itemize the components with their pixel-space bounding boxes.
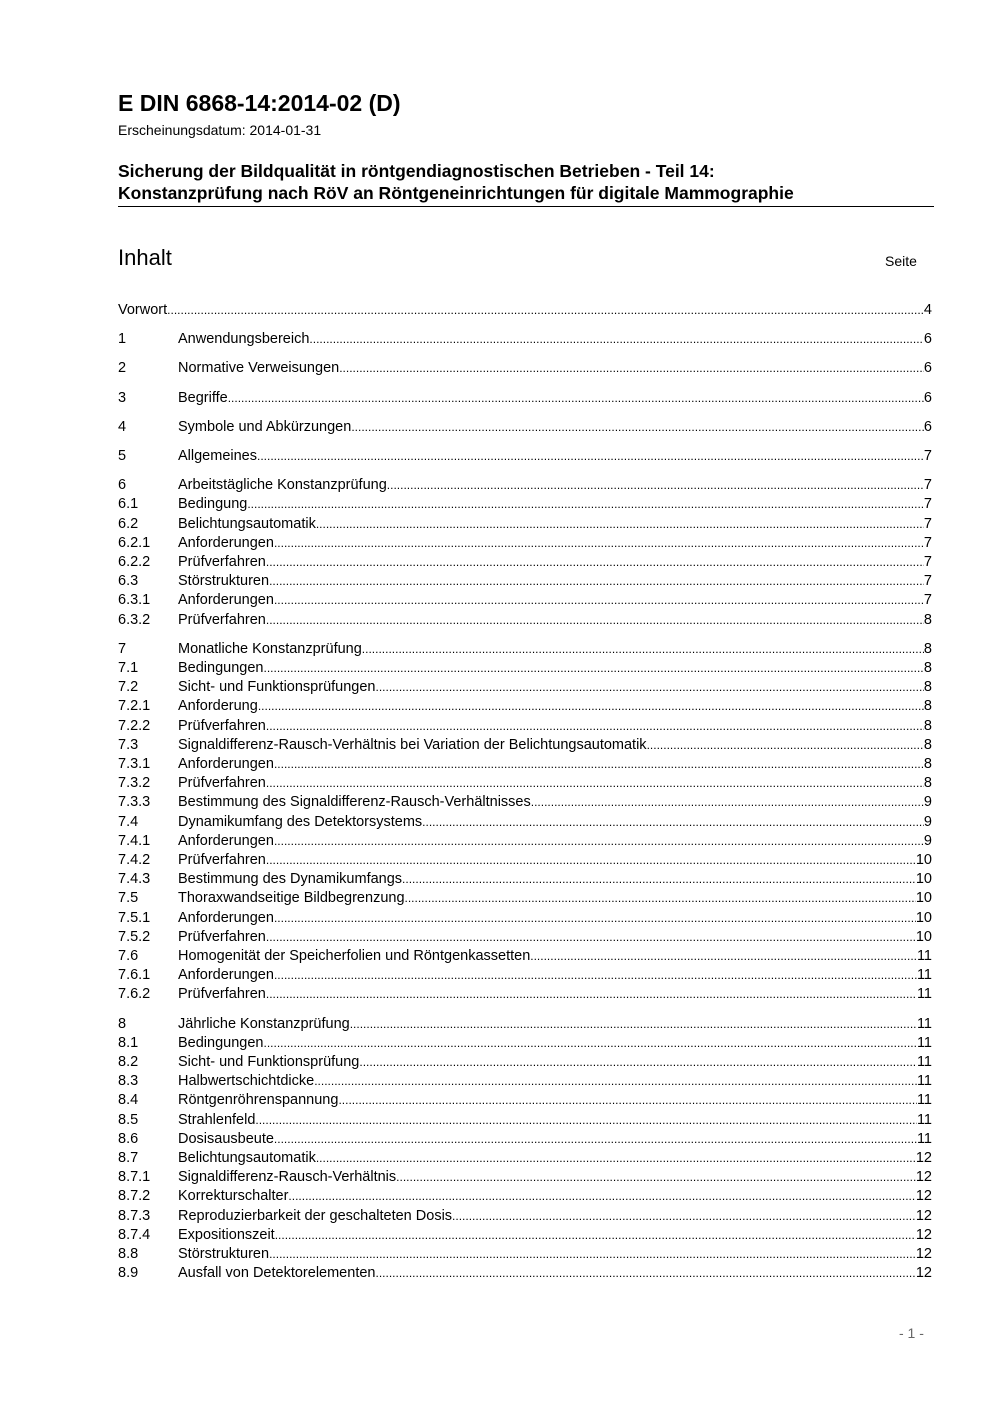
toc-entry-number: 1 [118, 331, 127, 347]
toc-entry-title: Vorwort [118, 302, 168, 318]
toc-entry-page: 8 [923, 612, 932, 628]
toc-dot-leader [258, 697, 924, 716]
toc-entry-title: Dynamikumfang des Detektorsystems [178, 814, 423, 830]
toc-dot-leader [274, 909, 916, 928]
toc-entry-title: Bedingungen [178, 1035, 264, 1051]
toc-entry-title: Korrekturschalter [178, 1188, 289, 1204]
toc-entry-number: 7.4 [118, 814, 139, 830]
toc-entry-body [178, 572, 932, 591]
toc-entry-number: 8 [118, 1016, 127, 1032]
toc-entry-number: 7.2.2 [118, 718, 151, 734]
toc-entry[interactable] [118, 330, 932, 349]
toc-entry[interactable] [118, 851, 932, 870]
toc-entry-title: Allgemeines [178, 448, 257, 464]
toc-entry[interactable] [118, 774, 932, 793]
toc-entry-page: 7 [923, 477, 932, 493]
toc-entry-page: 11 [916, 1112, 932, 1128]
toc-entry-page: 12 [915, 1227, 932, 1243]
toc-entry-number: 8.7.1 [118, 1169, 151, 1185]
toc-entry-title: Anforderungen [178, 910, 274, 926]
toc-entry-body [178, 1111, 932, 1130]
toc-entry[interactable] [118, 832, 932, 851]
toc-entry-number: 7.4.2 [118, 852, 151, 868]
toc-dot-leader [266, 774, 924, 793]
toc-entry-title: Prüfverfahren [178, 775, 266, 791]
toc-dot-leader [339, 359, 924, 378]
toc-entry-page: 11 [916, 948, 932, 964]
toc-entry-page: 6 [923, 360, 932, 376]
toc-entry-number: 8.4 [118, 1092, 139, 1108]
toc-entry[interactable] [118, 301, 932, 320]
toc-dot-leader [263, 1034, 916, 1053]
toc-dot-leader [405, 889, 916, 908]
toc-entry-number: 5 [118, 448, 127, 464]
toc-dot-leader [274, 832, 924, 851]
toc-entry[interactable] [118, 870, 932, 889]
toc-entry-page: 12 [915, 1169, 932, 1185]
toc-dot-leader [266, 851, 916, 870]
toc-entry-body [178, 1072, 932, 1091]
toc-entry-body [178, 813, 932, 832]
toc-dot-leader [338, 1091, 917, 1110]
toc-dot-leader [266, 553, 924, 572]
toc-entry-page: 12 [915, 1150, 932, 1166]
toc-dot-leader [402, 870, 916, 889]
toc-entry-page: 8 [923, 756, 932, 772]
toc-entry-page: 7 [923, 592, 932, 608]
toc-dot-leader [375, 1264, 915, 1283]
toc-dot-leader [309, 330, 924, 349]
toc-dot-leader [247, 495, 924, 514]
toc-entry-title: Anforderung [178, 698, 258, 714]
toc-entry-number: 7.3.1 [118, 756, 151, 772]
toc-entry-body [178, 889, 932, 908]
toc-dot-leader [228, 389, 924, 408]
toc-dot-leader [266, 985, 917, 1004]
toc-dot-leader [275, 1226, 916, 1245]
toc-entry-number: 6 [118, 477, 127, 493]
toc-entry[interactable] [118, 793, 932, 812]
toc-entry-body [178, 534, 932, 553]
toc-entry-page: 8 [923, 718, 932, 734]
toc-entry-body [178, 553, 932, 572]
toc-entry[interactable] [118, 1130, 932, 1149]
toc-entry-body [178, 870, 932, 889]
toc-entry-page: 8 [923, 641, 932, 657]
toc-entry-page: 11 [916, 967, 932, 983]
page-number: - 1 - [899, 1325, 924, 1341]
toc-dot-leader [269, 1245, 916, 1264]
toc-entry[interactable] [118, 889, 932, 908]
toc-entry-body [178, 909, 932, 928]
toc-dot-leader [288, 1187, 915, 1206]
toc-dot-leader [314, 1072, 917, 1091]
toc-entry[interactable] [118, 928, 932, 947]
document-title: E DIN 6868-14:2014-02 (D) [118, 90, 401, 116]
toc-entry-body [178, 1034, 932, 1053]
toc-entry-title: Bedingung [178, 496, 248, 512]
toc-entry-page: 10 [915, 910, 932, 926]
toc-entry-number: 6.2.1 [118, 535, 151, 551]
toc-entry-title: Röntgenröhrenspannung [178, 1092, 339, 1108]
toc-entry-title: Prüfverfahren [178, 929, 266, 945]
toc-entry-body [178, 678, 932, 697]
toc-entry-title: Anforderungen [178, 756, 274, 772]
toc-entry-number: 8.9 [118, 1265, 139, 1281]
toc-dot-leader [167, 301, 924, 320]
toc-entry-number: 6.3.1 [118, 592, 151, 608]
toc-dot-leader [266, 717, 924, 736]
toc-entry-title: Homogenität der Speicherfolien und Röntgenkassetten [178, 948, 531, 964]
toc-entry-body [178, 851, 932, 870]
toc-entry-title: Arbeitstägliche Konstanzprüfung [178, 477, 387, 493]
toc-entry-body [178, 659, 932, 678]
toc-entry-body [178, 1226, 932, 1245]
toc-entry[interactable] [118, 717, 932, 736]
toc-entry[interactable] [118, 1053, 932, 1072]
toc-dot-leader [274, 534, 924, 553]
toc-entry[interactable] [118, 966, 932, 985]
toc-entry-page: 11 [916, 1035, 932, 1051]
toc-dot-leader [422, 813, 924, 832]
toc-entry[interactable] [118, 1015, 932, 1034]
toc-entry-number: 7.6.1 [118, 967, 151, 983]
toc-entry-number: 8.3 [118, 1073, 139, 1089]
toc-entry-title: Anwendungsbereich [178, 331, 310, 347]
toc-entry-number: 8.6 [118, 1131, 139, 1147]
toc-entry-page: 10 [915, 929, 932, 945]
toc-heading: Inhalt [118, 245, 172, 270]
toc-entry[interactable] [118, 611, 932, 630]
toc-dot-leader [387, 476, 924, 495]
toc-entry[interactable] [118, 1111, 932, 1130]
toc-entry-number: 8.7.4 [118, 1227, 151, 1243]
toc-entry-page: 8 [923, 698, 932, 714]
toc-entry-number: 2 [118, 360, 127, 376]
toc-entry-body [178, 476, 932, 495]
toc-entry-page: 11 [916, 1131, 932, 1147]
document-subtitle [118, 160, 933, 204]
subtitle-line-1: Sicherung der Bildqualität in röntgendiagnostischen Betrieben - Teil 14: [118, 161, 715, 181]
toc-entry-title: Sicht- und Funktionsprüfung [178, 1054, 360, 1070]
toc-entry[interactable] [118, 389, 932, 408]
toc-entry-page: 7 [923, 573, 932, 589]
toc-entry-body [178, 611, 932, 630]
toc-entry-body [178, 1187, 932, 1206]
toc-entry-page: 8 [923, 737, 932, 753]
toc-entry-title: Belichtungsautomatik [178, 1150, 316, 1166]
toc-dot-leader [530, 947, 917, 966]
toc-entry-page: 7 [923, 496, 932, 512]
toc-entry-page: 7 [923, 554, 932, 570]
toc-entry-title: Prüfverfahren [178, 852, 266, 868]
toc-entry-body [178, 793, 932, 812]
toc-entry[interactable] [118, 755, 932, 774]
toc-entry-number: 7.4.1 [118, 833, 151, 849]
toc-entry-title: Strahlenfeld [178, 1112, 256, 1128]
toc-entry-number: 7.6.2 [118, 986, 151, 1002]
toc-entry-title: Prüfverfahren [178, 612, 266, 628]
title-divider [118, 206, 934, 207]
toc-entry-number: 7.3.2 [118, 775, 151, 791]
toc-dot-leader [351, 418, 924, 437]
toc-entry[interactable] [118, 736, 932, 755]
toc-entry-number: 6.2.2 [118, 554, 151, 570]
toc-dot-leader [396, 1168, 916, 1187]
toc-dot-leader [257, 447, 924, 466]
toc-dot-leader [266, 611, 924, 630]
toc-dot-leader [452, 1207, 916, 1226]
toc-entry-page: 7 [923, 516, 932, 532]
toc-entry[interactable] [118, 1207, 932, 1226]
toc-page-column-label: Seite [885, 253, 917, 269]
toc-entry-title: Anforderungen [178, 833, 274, 849]
toc-entry[interactable] [118, 418, 932, 437]
toc-entry[interactable] [118, 495, 932, 514]
toc-dot-leader [316, 515, 924, 534]
toc-entry-page: 8 [923, 679, 932, 695]
toc-entry[interactable] [118, 947, 932, 966]
toc-entry-title: Prüfverfahren [178, 554, 266, 570]
toc-dot-leader [274, 591, 924, 610]
toc-entry-body [178, 947, 932, 966]
toc-dot-leader [316, 1149, 916, 1168]
toc-entry[interactable] [118, 678, 932, 697]
toc-entry-body [178, 928, 932, 947]
toc-entry-title: Störstrukturen [178, 573, 270, 589]
toc-entry-body [178, 495, 932, 514]
toc-entry-title: Störstrukturen [178, 1246, 270, 1262]
toc-entry-page: 12 [915, 1208, 932, 1224]
toc-entry-page: 10 [915, 871, 932, 887]
toc-entry-number: 7.4.3 [118, 871, 151, 887]
toc-entry-body [178, 359, 932, 378]
toc-entry-body [178, 717, 932, 736]
toc-entry[interactable] [118, 813, 932, 832]
toc-entry-body [178, 1264, 932, 1283]
toc-entry[interactable] [118, 447, 932, 466]
toc-entry-number: 7.6 [118, 948, 139, 964]
toc-entry-page: 6 [923, 331, 932, 347]
toc-entry[interactable] [118, 1072, 932, 1091]
toc-entry-page: 12 [915, 1246, 932, 1262]
toc-entry[interactable] [118, 572, 932, 591]
toc-entry-body [178, 418, 932, 437]
toc-entry-body [178, 640, 932, 659]
toc-entry[interactable] [118, 1187, 932, 1206]
toc-entry[interactable] [118, 1168, 932, 1187]
toc-entry-body [178, 736, 932, 755]
toc-dot-leader [647, 736, 924, 755]
toc-entry[interactable] [118, 1245, 932, 1264]
toc-entry-body [118, 301, 932, 320]
toc-entry-body [178, 755, 932, 774]
toc-entry-body [178, 515, 932, 534]
toc-dot-leader [274, 755, 924, 774]
toc-entry-number: 6.1 [118, 496, 139, 512]
toc-entry-number: 6.3.2 [118, 612, 151, 628]
toc-entry-body [178, 1149, 932, 1168]
toc-dot-leader [376, 678, 924, 697]
toc-entry-title: Anforderungen [178, 967, 274, 983]
toc-entry-number: 7.3.3 [118, 794, 151, 810]
toc-entry-title: Sicht- und Funktionsprüfungen [178, 679, 376, 695]
toc-entry[interactable] [118, 640, 932, 659]
toc-dot-leader [350, 1015, 917, 1034]
toc-entry-title: Halbwertschichtdicke [178, 1073, 315, 1089]
toc-entry-number: 6.3 [118, 573, 139, 589]
toc-dot-leader [274, 1130, 917, 1149]
toc-dot-leader [359, 1053, 917, 1072]
toc-entry-number: 8.7.2 [118, 1188, 151, 1204]
toc-entry[interactable] [118, 697, 932, 716]
toc-entry[interactable] [118, 1149, 932, 1168]
toc-entry-title: Ausfall von Detektorelementen [178, 1265, 376, 1281]
toc-entry[interactable] [118, 1264, 932, 1283]
toc-dot-leader [274, 966, 917, 985]
toc-entry-body [178, 1130, 932, 1149]
toc-entry-title: Symbole und Abkürzungen [178, 419, 352, 435]
toc-entry-number: 7.3 [118, 737, 139, 753]
toc-entry-number: 6.2 [118, 516, 139, 532]
toc-entry-page: 8 [923, 660, 932, 676]
toc-entry-body [178, 1245, 932, 1264]
toc-entry-page: 12 [915, 1188, 932, 1204]
toc-entry-body [178, 330, 932, 349]
toc-entry-page: 12 [915, 1265, 932, 1281]
toc-entry-page: 10 [915, 890, 932, 906]
toc-entry-number: 8.1 [118, 1035, 139, 1051]
toc-entry-page: 11 [916, 1073, 932, 1089]
toc-entry-page: 9 [923, 794, 932, 810]
toc-entry-number: 7.5.1 [118, 910, 151, 926]
toc-entry-body [178, 966, 932, 985]
toc-entry-body [178, 985, 932, 1004]
toc-entry-title: Monatliche Konstanzprüfung [178, 641, 362, 657]
toc-dot-leader [263, 659, 923, 678]
toc-entry[interactable] [118, 515, 932, 534]
toc-entry-body [178, 591, 932, 610]
toc-entry-page: 11 [916, 986, 932, 1002]
toc-entry[interactable] [118, 909, 932, 928]
toc-entry-page: 10 [915, 852, 932, 868]
toc-entry-body [178, 697, 932, 716]
toc-entry-number: 7.5 [118, 890, 139, 906]
toc-entry-number: 8.8 [118, 1246, 139, 1262]
toc-entry-page: 11 [916, 1054, 932, 1070]
toc-entry-title: Anforderungen [178, 592, 274, 608]
toc-entry-title: Bestimmung des Dynamikumfangs [178, 871, 403, 887]
publication-date: Erscheinungsdatum: 2014-01-31 [118, 122, 322, 138]
toc-entry-body [178, 1207, 932, 1226]
toc-entry-title: Signaldifferenz-Rausch-Verhältnis [178, 1169, 397, 1185]
toc-entry[interactable] [118, 359, 932, 378]
toc-entry-body [178, 774, 932, 793]
toc-entry-page: 4 [923, 302, 932, 318]
toc-entry-title: Expositionszeit [178, 1227, 275, 1243]
toc-entry-title: Reproduzierbarkeit der geschalteten Dosis [178, 1208, 453, 1224]
toc-entry-number: 8.5 [118, 1112, 139, 1128]
toc-entry-number: 7.5.2 [118, 929, 151, 945]
toc-entry-page: 7 [923, 535, 932, 551]
toc-entry-title: Prüfverfahren [178, 986, 266, 1002]
toc-entry[interactable] [118, 591, 932, 610]
toc-entry-body [178, 1091, 932, 1110]
toc-entry-title: Dosisausbeute [178, 1131, 274, 1147]
toc-entry[interactable] [118, 985, 932, 1004]
toc-entry[interactable] [118, 1226, 932, 1245]
toc-entry[interactable] [118, 1091, 932, 1110]
toc-entry-page: 11 [916, 1016, 932, 1032]
toc-entry-number: 7 [118, 641, 127, 657]
toc-entry[interactable] [118, 534, 932, 553]
toc-entry[interactable] [118, 553, 932, 572]
toc-entry-body [178, 1015, 932, 1034]
toc-entry[interactable] [118, 476, 932, 495]
toc-dot-leader [266, 928, 916, 947]
toc-entry-page: 6 [923, 419, 932, 435]
toc-entry[interactable] [118, 1034, 932, 1053]
toc-entry[interactable] [118, 659, 932, 678]
toc-entry-number: 8.7.3 [118, 1208, 151, 1224]
toc-entry-number: 7.2.1 [118, 698, 151, 714]
toc-entry-title: Thoraxwandseitige Bildbegrenzung [178, 890, 405, 906]
toc-entry-page: 9 [923, 833, 932, 849]
toc-entry-title: Bedingungen [178, 660, 264, 676]
toc-entry-body [178, 1053, 932, 1072]
toc-dot-leader [255, 1111, 917, 1130]
toc-entry-title: Anforderungen [178, 535, 274, 551]
toc-dot-leader [269, 572, 924, 591]
toc-entry-body [178, 832, 932, 851]
toc-entry-title: Bestimmung des Signaldifferenz-Rausch-Verhältnisses [178, 794, 531, 810]
toc-entry-page: 11 [916, 1092, 932, 1108]
toc-entry-page: 7 [923, 448, 932, 464]
toc-entry-title: Begriffe [178, 390, 228, 406]
toc-entry-body [178, 389, 932, 408]
toc-entry-title: Prüfverfahren [178, 718, 266, 734]
toc-dot-leader [531, 793, 924, 812]
toc-entry-title: Jährliche Konstanzprüfung [178, 1016, 350, 1032]
toc-entry-page: 6 [923, 390, 932, 406]
toc-entry-page: 8 [923, 775, 932, 791]
toc-entry-number: 3 [118, 390, 127, 406]
toc-entry-title: Signaldifferenz-Rausch-Verhältnis bei Variation der Belichtungsautomatik [178, 737, 647, 753]
toc-dot-leader [362, 640, 924, 659]
toc-entry-page: 9 [923, 814, 932, 830]
toc-entry-number: 8.7 [118, 1150, 139, 1166]
toc-entry-title: Normative Verweisungen [178, 360, 340, 376]
subtitle-line-2: Konstanzprüfung nach RöV an Röntgeneinrichtungen für digitale Mammographie [118, 183, 794, 203]
toc-entry-number: 4 [118, 419, 127, 435]
toc-entry-number: 8.2 [118, 1054, 139, 1070]
toc-entry-body [178, 447, 932, 466]
toc-entry-number: 7.1 [118, 660, 139, 676]
toc-entry-number: 7.2 [118, 679, 139, 695]
toc-entry-body [178, 1168, 932, 1187]
toc-entry-title: Belichtungsautomatik [178, 516, 316, 532]
